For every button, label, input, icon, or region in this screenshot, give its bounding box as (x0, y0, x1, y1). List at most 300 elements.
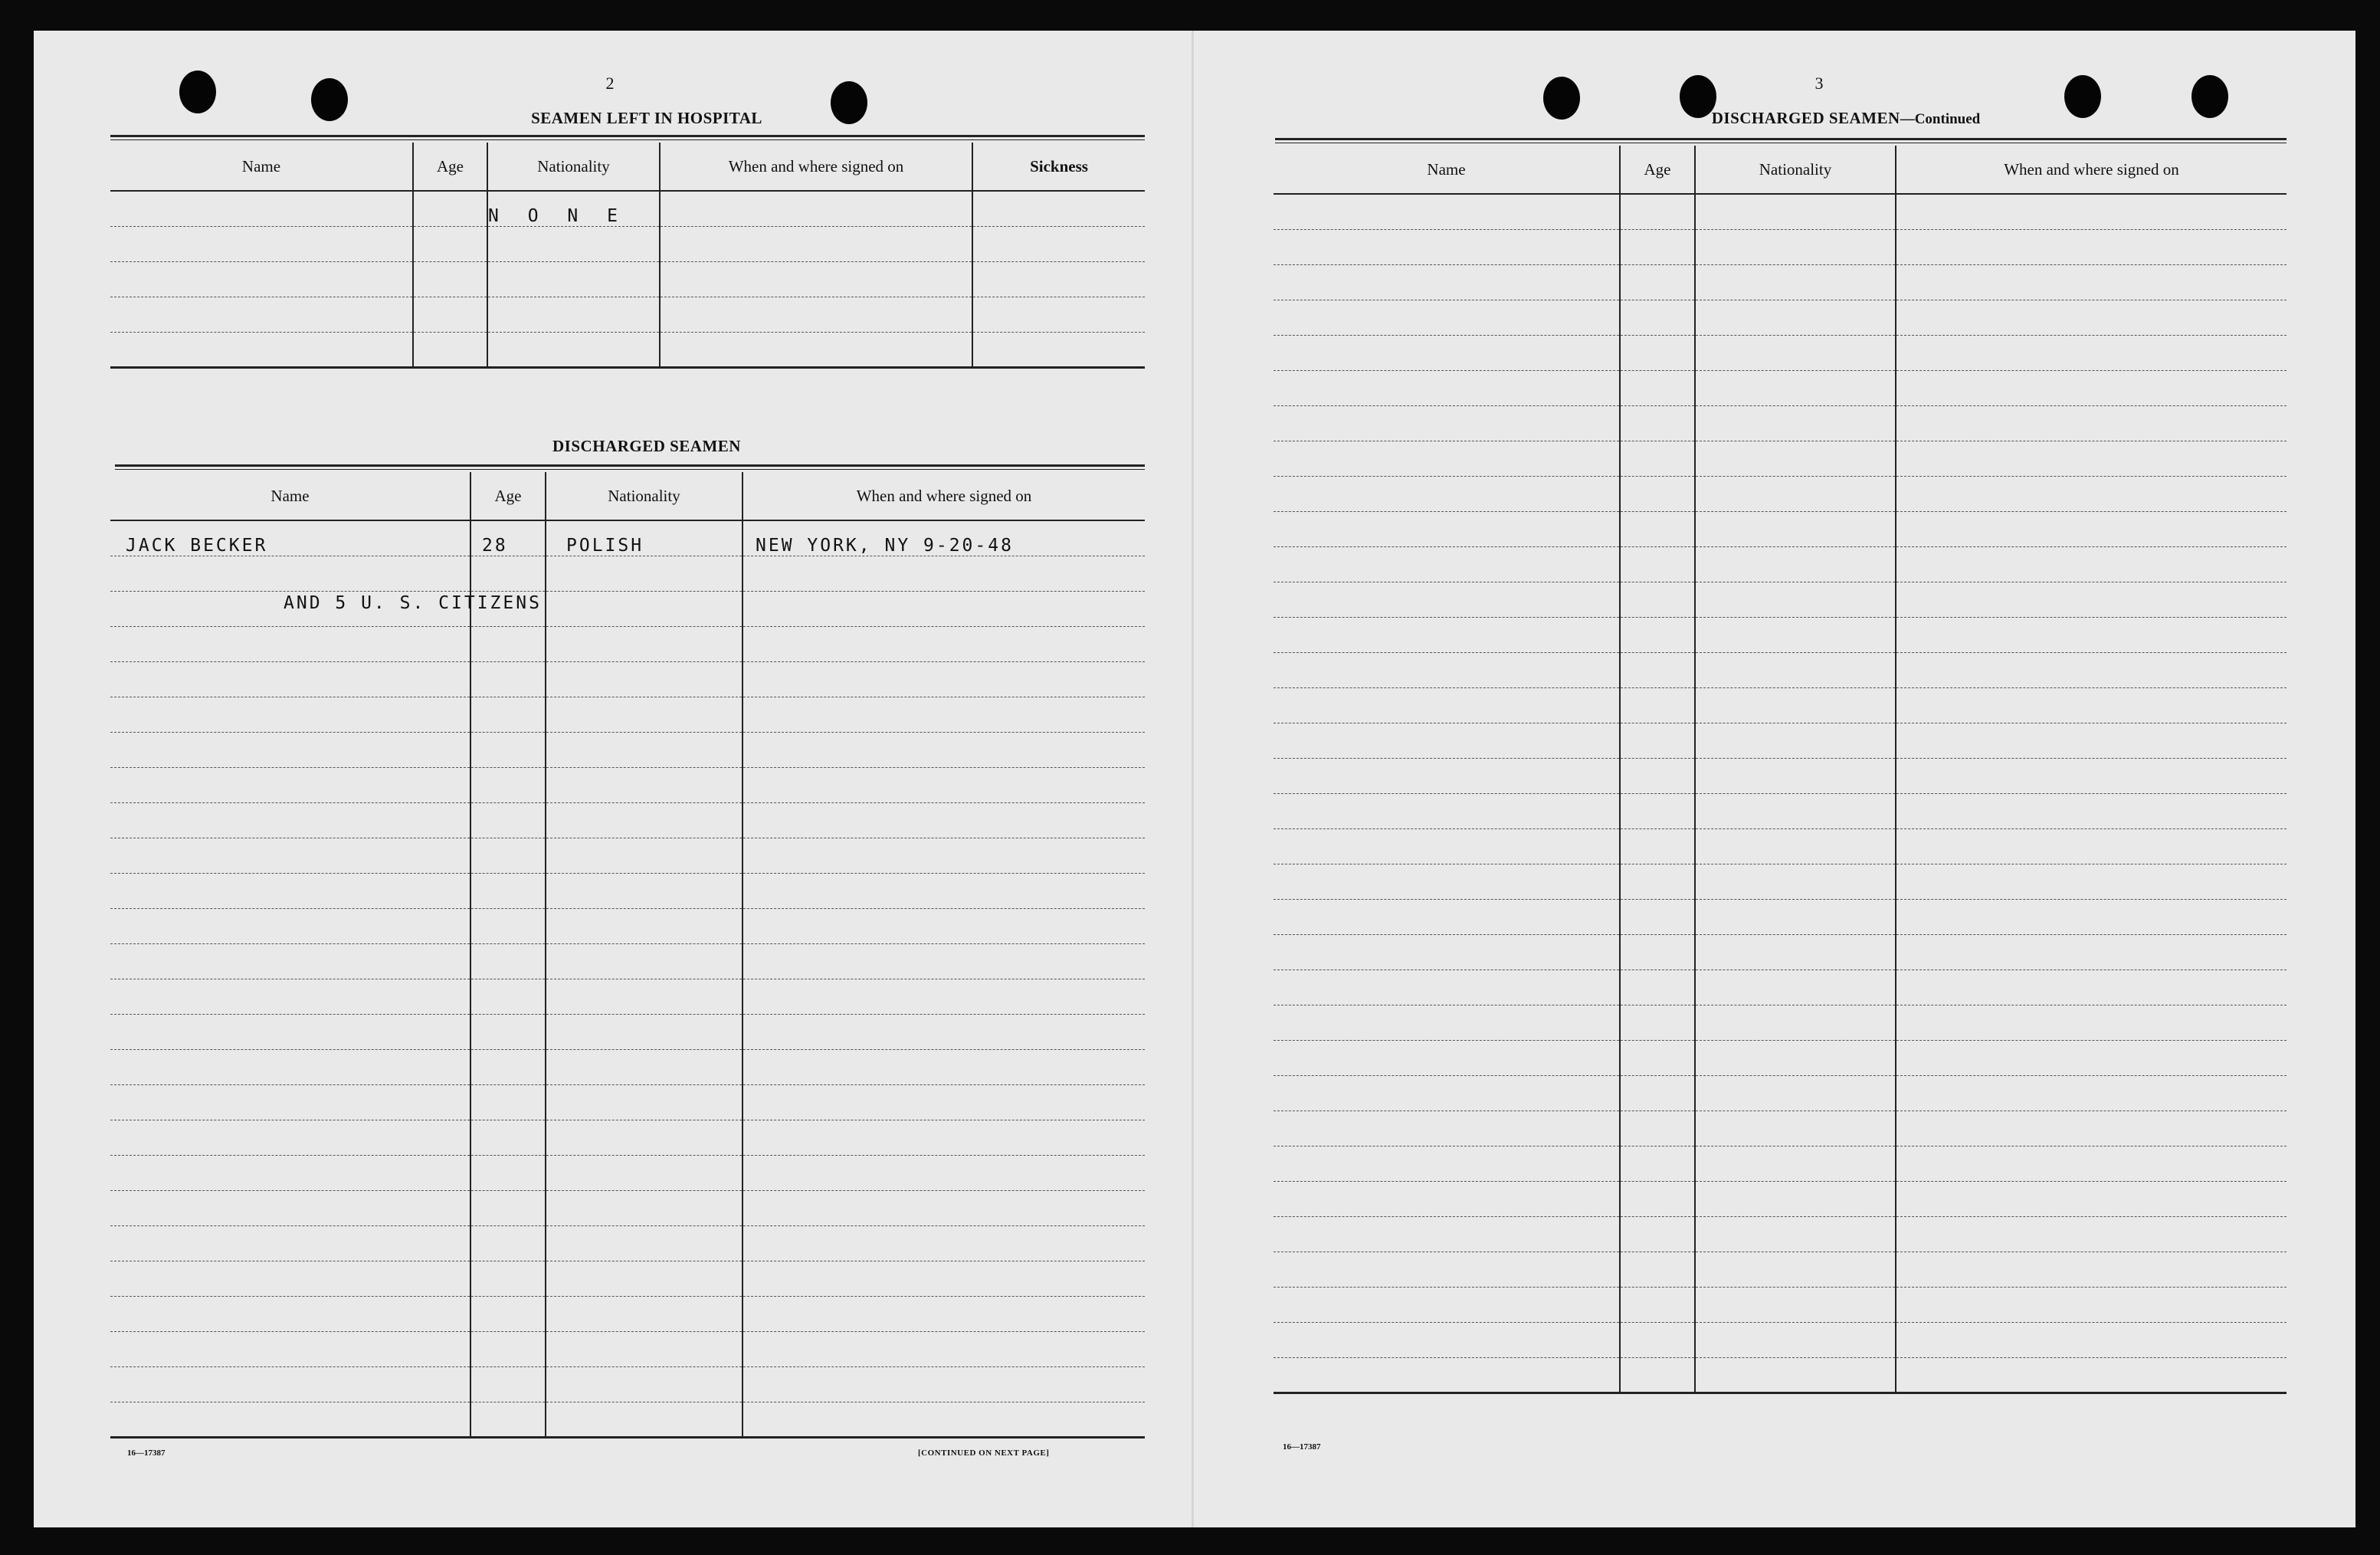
table-cell (1896, 1287, 2287, 1322)
seaman-nationality: POLISH (546, 520, 743, 556)
table-cell (110, 1402, 470, 1437)
col-header-age: Age (470, 472, 546, 520)
table-cell (413, 226, 487, 261)
table-cell (1620, 1322, 1695, 1357)
table-cell (546, 1366, 743, 1402)
table-cell (1896, 828, 2287, 864)
table-row (1274, 1040, 2287, 1075)
table-cell (470, 838, 546, 873)
table-cell (743, 1225, 1145, 1261)
table-cell (1274, 758, 1620, 793)
table-cell (1896, 652, 2287, 687)
table-cell (470, 1331, 546, 1366)
table-cell (1896, 687, 2287, 723)
table-cell (1695, 1322, 1896, 1357)
table-cell (110, 297, 413, 332)
discharged-continued-table (1274, 146, 2287, 1394)
table-cell (743, 1331, 1145, 1366)
table-cell (1896, 1322, 2287, 1357)
table-cell (1695, 335, 1896, 370)
table-row (110, 661, 1145, 697)
table-cell (1620, 335, 1695, 370)
table-cell (110, 1331, 470, 1366)
table-cell (1896, 441, 2287, 476)
table-cell (470, 1366, 546, 1402)
table-row (1274, 969, 2287, 1005)
table-cell (470, 1261, 546, 1296)
table-cell (1620, 1252, 1695, 1287)
table-row (110, 1331, 1145, 1366)
table-row (110, 979, 1145, 1014)
table-cell (660, 332, 972, 367)
table-cell (1695, 370, 1896, 405)
table-cell (470, 979, 546, 1014)
table-cell (1695, 1181, 1896, 1216)
table-cell (1896, 511, 2287, 546)
seaman-age: 28 (470, 520, 546, 556)
table-cell (1620, 476, 1695, 511)
table-cell (1896, 617, 2287, 652)
table-cell (1274, 828, 1620, 864)
table-cell (110, 1261, 470, 1296)
title-suffix: —Continued (1900, 111, 1981, 127)
table-cell (972, 297, 1145, 332)
table-cell (110, 979, 470, 1014)
table-cell (1274, 1287, 1620, 1322)
table-cell (546, 943, 743, 979)
table-cell (546, 1049, 743, 1084)
table-cell (1896, 300, 2287, 335)
table-cell (1896, 335, 2287, 370)
table-cell (743, 838, 1145, 873)
table-cell (1620, 1040, 1695, 1075)
table-cell (1620, 1110, 1695, 1146)
table-cell (1620, 687, 1695, 723)
table-cell (546, 1402, 743, 1437)
table-cell (110, 226, 413, 261)
table-row (1274, 723, 2287, 758)
table-cell (1695, 546, 1896, 582)
table-row (1274, 264, 2287, 300)
table-cell (1274, 229, 1620, 264)
table-row (1274, 405, 2287, 441)
table-cell (1620, 1357, 1695, 1393)
table-cell (1896, 864, 2287, 899)
table-cell (1695, 1075, 1896, 1110)
col-header-signed-on: When and where signed on (1896, 146, 2287, 194)
table-cell (1695, 723, 1896, 758)
table-cell (1896, 264, 2287, 300)
table-cell (546, 1331, 743, 1366)
table-cell (1896, 934, 2287, 969)
table-cell (1274, 370, 1620, 405)
table-cell (1896, 370, 2287, 405)
table-cell (110, 873, 470, 908)
table-row (1274, 652, 2287, 687)
table-cell (1274, 476, 1620, 511)
table-cell (1620, 405, 1695, 441)
table-cell (1896, 723, 2287, 758)
table-cell (1274, 1216, 1620, 1252)
table-cell (1274, 1357, 1620, 1393)
table-cell (1896, 1216, 2287, 1252)
table-cell (743, 873, 1145, 908)
table-cell (1896, 899, 2287, 934)
table-row (110, 556, 1145, 591)
table-cell (1620, 1287, 1695, 1322)
table-cell (1620, 511, 1695, 546)
table-cell (1695, 1040, 1896, 1075)
table-row (1274, 1146, 2287, 1181)
table-row (1274, 793, 2287, 828)
hospital-section-title: SEAMEN LEFT IN HOSPITAL (531, 109, 762, 127)
table-cell (1274, 934, 1620, 969)
table-cell (470, 1225, 546, 1261)
table-cell (1620, 582, 1695, 617)
table-row (110, 1155, 1145, 1190)
table-cell (1896, 1146, 2287, 1181)
table-cell (110, 1366, 470, 1402)
col-header-nationality: Nationality (1695, 146, 1896, 194)
discharged-table (110, 472, 1145, 1439)
table-cell (1620, 969, 1695, 1005)
table-cell (1274, 1075, 1620, 1110)
col-header-sickness: Sickness (972, 143, 1145, 191)
table-cell (546, 838, 743, 873)
table-cell (743, 908, 1145, 943)
table-cell (1620, 899, 1695, 934)
table-row (1274, 546, 2287, 582)
table-cell (1274, 194, 1620, 229)
table-cell (660, 261, 972, 297)
table-cell (546, 697, 743, 732)
table-cell (110, 1084, 470, 1120)
discharged-continued-title (1539, 109, 2152, 128)
table-cell (110, 943, 470, 979)
table-cell (743, 591, 1145, 626)
table-cell (1695, 1252, 1896, 1287)
table-cell (1695, 1110, 1896, 1146)
table-cell (1695, 1357, 1896, 1393)
table-row (1274, 370, 2287, 405)
table-cell (110, 1225, 470, 1261)
table-cell (743, 1261, 1145, 1296)
table-cell (546, 732, 743, 767)
left-page (34, 31, 1195, 1527)
table-row (110, 732, 1145, 767)
table-cell (1620, 617, 1695, 652)
hospital-table (110, 143, 1145, 369)
table-cell (660, 191, 972, 226)
table-cell (413, 261, 487, 297)
table-cell (1896, 1357, 2287, 1393)
table-cell (1274, 1040, 1620, 1075)
table-cell (470, 908, 546, 943)
page-number: 3 (1815, 74, 1824, 93)
table-cell (470, 1014, 546, 1049)
col-header-nationality: Nationality (487, 143, 660, 191)
table-cell (1620, 194, 1695, 229)
table-cell (1620, 546, 1695, 582)
table-cell (1695, 511, 1896, 546)
table-cell (110, 838, 470, 873)
table-cell (1896, 405, 2287, 441)
form-number: 16—17387 (127, 1448, 166, 1458)
right-page (1195, 31, 2355, 1527)
table-cell (470, 943, 546, 979)
table-cell (743, 661, 1145, 697)
table-row (110, 697, 1145, 732)
table-cell (546, 873, 743, 908)
table-cell (1695, 969, 1896, 1005)
table-row (1274, 194, 2287, 229)
table-cell (1896, 758, 2287, 793)
table-cell (546, 802, 743, 838)
col-header-signed-on: When and where signed on (660, 143, 972, 191)
table-cell (470, 1296, 546, 1331)
table-cell (1274, 441, 1620, 476)
table-row (1274, 758, 2287, 793)
table-cell (1620, 300, 1695, 335)
table-cell (743, 943, 1145, 979)
table-cell (487, 226, 660, 261)
table-cell (1896, 793, 2287, 828)
table-cell (1695, 1216, 1896, 1252)
discharged-note: AND 5 U. S. CITIZENS (284, 593, 542, 613)
table-cell (1274, 1146, 1620, 1181)
table-cell (1274, 405, 1620, 441)
table-cell (1274, 899, 1620, 934)
table-cell (1695, 405, 1896, 441)
col-header-nationality: Nationality (546, 472, 743, 520)
table-cell (110, 1190, 470, 1225)
table-cell (1274, 1181, 1620, 1216)
seaman-name: JACK BECKER (110, 520, 470, 556)
table-cell (110, 626, 470, 661)
table-row (110, 908, 1145, 943)
table-cell (660, 226, 972, 261)
table-cell (1695, 899, 1896, 934)
table-cell (1620, 264, 1695, 300)
table-cell (546, 767, 743, 802)
col-header-name: Name (110, 143, 413, 191)
title-main: DISCHARGED SEAMEN (1711, 109, 1900, 127)
table-cell (470, 1155, 546, 1190)
table-cell (743, 1402, 1145, 1437)
table-row (1274, 1181, 2287, 1216)
table-cell (1896, 546, 2287, 582)
table-cell (1695, 229, 1896, 264)
table-cell (110, 191, 413, 226)
table-cell (1620, 1181, 1695, 1216)
table-cell (1620, 723, 1695, 758)
table-row (110, 838, 1145, 873)
table-cell (546, 661, 743, 697)
table-cell (1896, 1110, 2287, 1146)
table-cell (1274, 1322, 1620, 1357)
table-cell (1896, 1181, 2287, 1216)
table-row (1274, 934, 2287, 969)
table-row (1274, 1075, 2287, 1110)
table-row (110, 1402, 1145, 1437)
table-cell (1695, 1287, 1896, 1322)
table-cell (1620, 864, 1695, 899)
table-cell (110, 1120, 470, 1155)
table-cell (110, 732, 470, 767)
table-cell (1274, 652, 1620, 687)
table-cell (1274, 1252, 1620, 1287)
table-cell (1695, 934, 1896, 969)
table-cell (1274, 969, 1620, 1005)
table-cell (1896, 1005, 2287, 1040)
table-cell (546, 1261, 743, 1296)
table-cell (110, 1296, 470, 1331)
table-row (1274, 1252, 2287, 1287)
table-cell (487, 332, 660, 367)
table-cell (1620, 652, 1695, 687)
table-cell (1274, 1110, 1620, 1146)
table-row (110, 1084, 1145, 1120)
table-cell (110, 1014, 470, 1049)
table-cell (1695, 300, 1896, 335)
table-cell (546, 591, 743, 626)
table-row (110, 520, 1145, 556)
table-cell (1896, 1040, 2287, 1075)
table-cell (470, 626, 546, 661)
table-cell (972, 191, 1145, 226)
table-cell (487, 261, 660, 297)
col-header-name: Name (1274, 146, 1620, 194)
table-cell (110, 332, 413, 367)
table-cell (470, 1049, 546, 1084)
table-cell (1620, 1005, 1695, 1040)
table-cell (1896, 476, 2287, 511)
table-row (1274, 1005, 2287, 1040)
table-cell (413, 297, 487, 332)
table-cell (470, 1402, 546, 1437)
table-row (110, 1190, 1145, 1225)
table-cell (1620, 1075, 1695, 1110)
table-cell (110, 697, 470, 732)
table-cell (743, 1155, 1145, 1190)
table-cell (1896, 1075, 2287, 1110)
table-cell (1620, 1146, 1695, 1181)
table-cell (743, 1084, 1145, 1120)
table-row (1274, 864, 2287, 899)
table-cell (743, 697, 1145, 732)
table-cell (413, 332, 487, 367)
table-cell (470, 802, 546, 838)
table-cell (743, 626, 1145, 661)
table-row (1274, 229, 2287, 264)
table-cell (1695, 864, 1896, 899)
table-cell (546, 1014, 743, 1049)
table-cell (1896, 582, 2287, 617)
table-cell (1620, 793, 1695, 828)
table-cell (743, 732, 1145, 767)
table-row (1274, 1322, 2287, 1357)
continued-note: [CONTINUED ON NEXT PAGE] (918, 1448, 1050, 1458)
table-cell (743, 1120, 1145, 1155)
table-cell (1620, 828, 1695, 864)
table-row (1274, 1287, 2287, 1322)
table-cell (546, 908, 743, 943)
table-row (1274, 1216, 2287, 1252)
form-number: 16—17387 (1283, 1442, 1321, 1452)
table-cell (413, 191, 487, 226)
table-row (1274, 511, 2287, 546)
seaman-signed-on: NEW YORK, NY 9-20-48 (743, 520, 1145, 556)
table-cell (546, 1084, 743, 1120)
col-header-signed-on: When and where signed on (743, 472, 1145, 520)
table-row (110, 1120, 1145, 1155)
table-cell (1896, 194, 2287, 229)
table-row (110, 767, 1145, 802)
table-cell (1274, 617, 1620, 652)
table-cell (1620, 370, 1695, 405)
table-cell (743, 802, 1145, 838)
table-cell (1695, 828, 1896, 864)
table-cell (470, 1120, 546, 1155)
table-cell (110, 802, 470, 838)
page-number: 2 (605, 74, 615, 93)
table-cell (1274, 1005, 1620, 1040)
discharged-top-rule (115, 464, 1145, 470)
table-cell (743, 979, 1145, 1014)
table-cell (660, 297, 972, 332)
table-cell (1695, 652, 1896, 687)
table-row (1274, 441, 2287, 476)
table-row (1274, 617, 2287, 652)
table-cell (470, 732, 546, 767)
table-row (110, 591, 1145, 626)
table-cell (1274, 335, 1620, 370)
table-cell (546, 1190, 743, 1225)
table-row (110, 1014, 1145, 1049)
table-row (110, 626, 1145, 661)
table-cell (546, 1155, 743, 1190)
table-cell (1620, 229, 1695, 264)
col-header-age: Age (413, 143, 487, 191)
table-row (1274, 1110, 2287, 1146)
col-header-age: Age (1620, 146, 1695, 194)
table-cell (546, 979, 743, 1014)
table-cell (1274, 864, 1620, 899)
document-scan (34, 31, 2355, 1527)
table-cell (1274, 723, 1620, 758)
table-cell (1896, 1252, 2287, 1287)
table-cell (470, 873, 546, 908)
table-cell (1274, 511, 1620, 546)
table-cell (1695, 758, 1896, 793)
table-cell (743, 556, 1145, 591)
table-cell (110, 261, 413, 297)
table-row (1274, 899, 2287, 934)
table-cell (972, 332, 1145, 367)
table-cell (1620, 934, 1695, 969)
table-row (1274, 1357, 2287, 1393)
table-cell (972, 226, 1145, 261)
table-cell (1695, 264, 1896, 300)
table-cell (1620, 758, 1695, 793)
table-row (110, 802, 1145, 838)
table-cell (546, 1225, 743, 1261)
table-cell (743, 1190, 1145, 1225)
table-cell (743, 1296, 1145, 1331)
table-cell (1896, 229, 2287, 264)
table-cell (470, 556, 546, 591)
table-row (110, 873, 1145, 908)
